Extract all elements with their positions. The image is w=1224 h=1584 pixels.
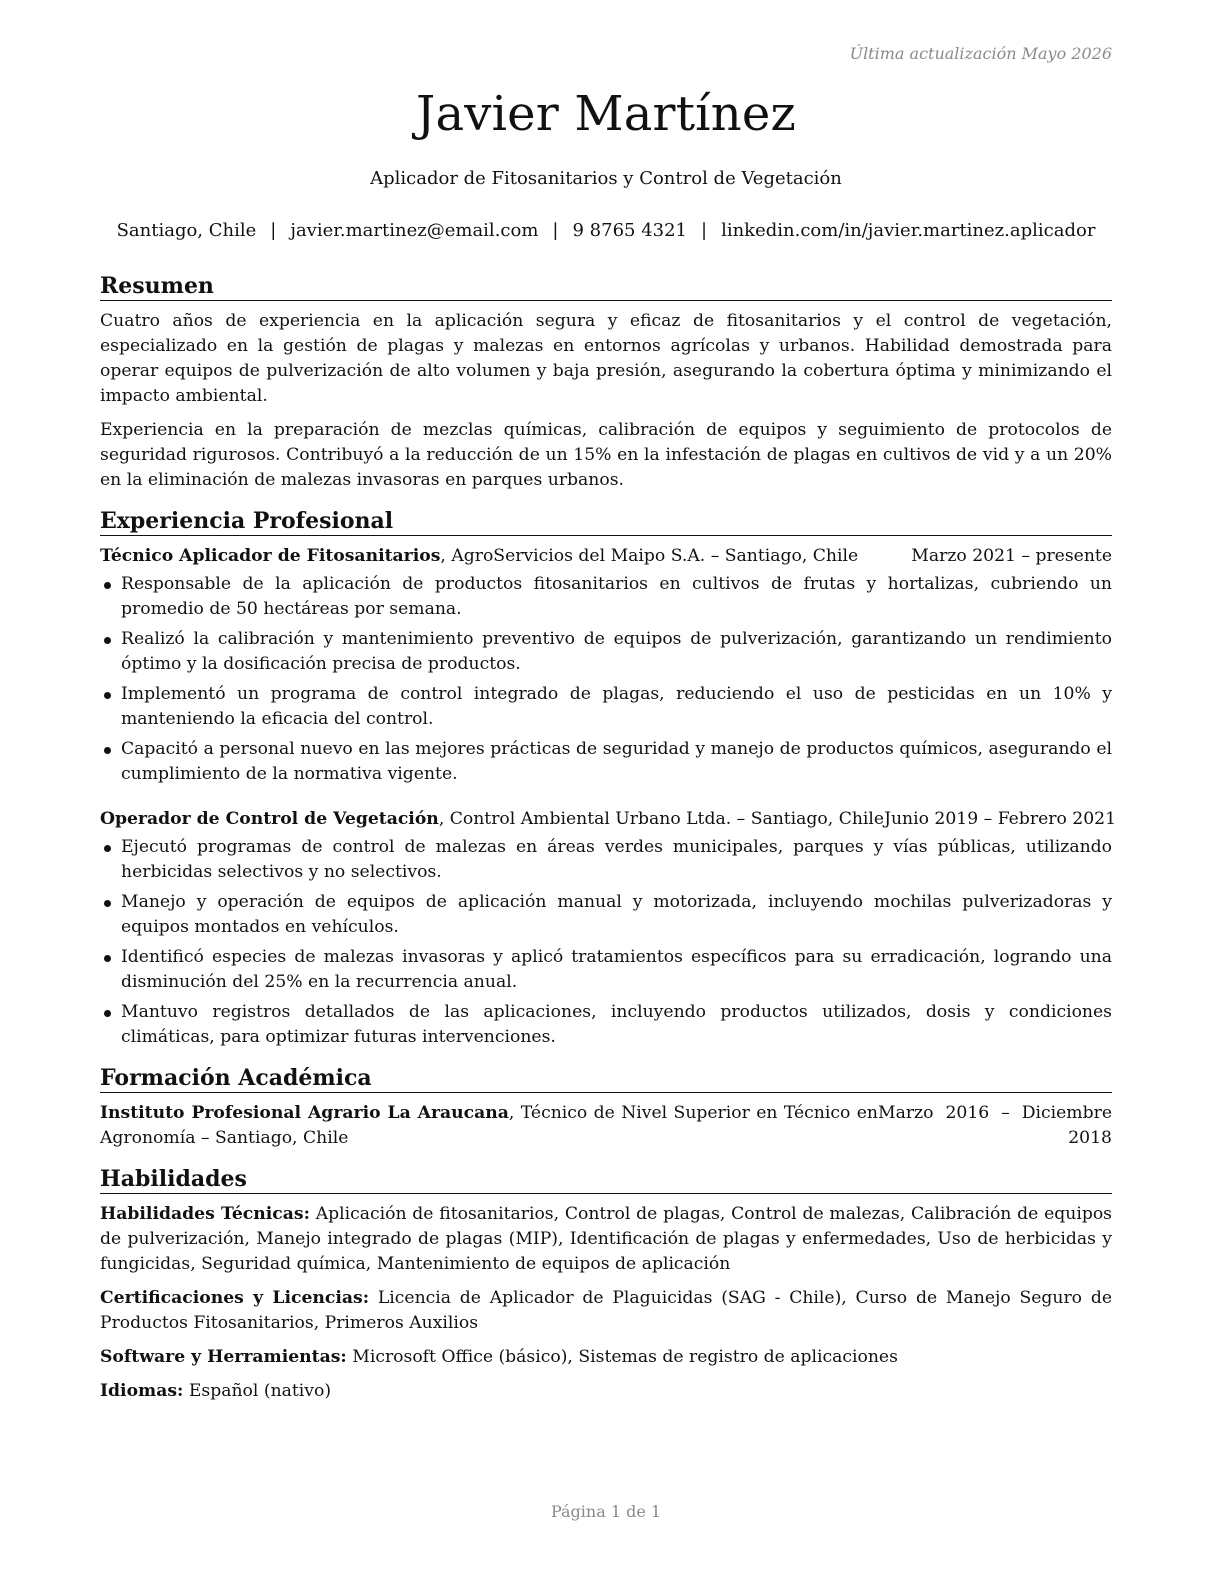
contact-linkedin[interactable]: linkedin.com/in/javier.martinez.aplicador — [721, 220, 1096, 241]
job-role: Técnico Aplicador de Fitosanitarios — [100, 546, 441, 566]
skill-value: Licencia de Aplicador de Plaguicidas (SAG - Chile), Curso de Manejo Seguro de Productos Fitosanitarios, Primeros Auxilios — [100, 1288, 1112, 1333]
section-title-skills: Habilidades — [100, 1165, 1112, 1194]
job-bullet: Realizó la calibración y mantenimiento preventivo de equipos de pulverización, garantizando un rendimiento óptimo y la dosificación precisa de productos. — [100, 627, 1112, 677]
section-title-education: Formación Académica — [100, 1064, 1112, 1093]
education-entry — [100, 1101, 1112, 1151]
job-bullet: Mantuvo registros detallados de las aplicaciones, incluyendo productos utilizados, dosis y condiciones climáticas, para optimizar futuras intervenciones. — [100, 1000, 1112, 1050]
skill-value: Español (nativo) — [183, 1381, 332, 1401]
job-bullet: Identificó especies de malezas invasoras y aplicó tratamientos específicos para su erradicación, logrando una disminución del 25% en la recurrencia anual. — [100, 945, 1112, 995]
job-bullet: Manejo y operación de equipos de aplicación manual y motorizada, incluyendo mochilas pulverizadoras y equipos montados en vehículos. — [100, 890, 1112, 940]
section-title-experience: Experiencia Profesional — [100, 507, 1112, 536]
summary-paragraph: Experiencia en la preparación de mezclas químicas, calibración de equipos y seguimiento de protocolos de seguridad rigurosos. Contribuyó a la reducción de un 15% en la infestación de plagas en cultivos de vid y a un 20% en la eliminación de malezas invasoras en parques urbanos. — [100, 420, 1112, 490]
job-title-line — [100, 544, 858, 569]
job-bullets — [100, 572, 1112, 787]
contact-location: Santiago, Chile — [116, 220, 257, 241]
skills-section — [100, 1165, 1112, 1404]
job-title-line — [100, 807, 884, 832]
skill-line — [100, 1379, 1112, 1404]
last-updated: Última actualización Mayo 2026 — [849, 44, 1112, 63]
candidate-headline: Aplicador de Fitosanitarios y Control de Vegetación — [370, 168, 842, 189]
skill-label: Certificaciones y Licencias: — [100, 1288, 370, 1308]
job-bullet: Responsable de la aplicación de productos fitosanitarios en cultivos de frutas y hortalizas, cubriendo un promedio de 50 hectáreas por semana. — [100, 572, 1112, 622]
skill-line — [100, 1286, 1112, 1336]
job-entry — [100, 544, 1112, 787]
skill-label: Habilidades Técnicas: — [100, 1204, 310, 1224]
contact-separator: | — [701, 220, 708, 241]
candidate-name: Javier Martínez — [416, 86, 796, 142]
contact-email[interactable]: javier.martinez@email.com — [290, 220, 539, 241]
job-entry — [100, 807, 1117, 1050]
job-header — [100, 807, 1117, 832]
education-institution: Instituto Profesional Agrario La Araucana — [100, 1103, 509, 1123]
contact-phone: 9 8765 4321 — [572, 220, 687, 241]
skill-line — [100, 1202, 1112, 1277]
job-bullet: Ejecutó programas de control de malezas en áreas verdes municipales, parques y vías públicas, utilizando herbicidas selectivos y no selectivos. — [100, 835, 1112, 885]
skill-value: Microsoft Office (básico), Sistemas de registro de aplicaciones — [346, 1347, 898, 1367]
section-title-summary: Resumen — [100, 272, 1112, 301]
job-bullets — [100, 835, 1112, 1050]
job-dates: Junio 2019 – Febrero 2021 — [884, 809, 1117, 829]
education-text — [100, 1101, 878, 1151]
skill-label: Software y Herramientas: — [100, 1347, 347, 1367]
summary-section — [100, 272, 1112, 493]
education-section — [100, 1064, 1112, 1151]
contact-line — [80, 220, 1132, 241]
job-company: , Control Ambiental Urbano Ltda. – Santiago, Chile — [438, 809, 885, 829]
job-company: , AgroServicios del Maipo S.A. – Santiago, Chile — [440, 546, 859, 566]
skill-line — [100, 1345, 1112, 1370]
resume-content — [100, 272, 1117, 1418]
education-dates: Marzo 2016 – Diciembre 2018 — [878, 1103, 1112, 1148]
education-detail: , Técnico de Nivel Superior en Técnico en Agronomía – Santiago, Chile — [100, 1103, 878, 1148]
skill-label: Idiomas: — [100, 1381, 184, 1401]
contact-separator: | — [270, 220, 277, 241]
job-bullet: Implementó un programa de control integrado de plagas, reduciendo el uso de pesticidas en un 10% y manteniendo la eficacia del control. — [100, 682, 1112, 732]
job-dates: Marzo 2021 – presente — [911, 546, 1112, 566]
resume-page — [100, 0, 1117, 1584]
summary-paragraph: Cuatro años de experiencia en la aplicación segura y eficaz de fitosanitarios y el control de vegetación, especializado en la gestión de plagas y malezas en entornos agrícolas y urbanos. Habilidad demostrada para operar equipos de pulverización de alto volumen y baja presión, asegurando la cobertura óptima y minimizando el impacto ambiental. — [100, 311, 1112, 406]
job-role: Operador de Control de Vegetación — [100, 809, 439, 829]
job-bullet: Capacitó a personal nuevo en las mejores prácticas de seguridad y manejo de productos químicos, asegurando el cumplimiento de la normativa vigente. — [100, 737, 1112, 787]
job-header — [100, 544, 1112, 569]
page-number: Página 1 de 1 — [550, 1502, 662, 1521]
skill-value: Aplicación de fitosanitarios, Control de plagas, Control de malezas, Calibración de equipos de pulverización, Manejo integrado de plagas (MIP), Identificación de plagas y enfermedades, Uso de herbicidas y fungicidas, Seguridad química, Mantenimiento de equipos de aplicación — [100, 1204, 1112, 1274]
experience-section — [100, 507, 1117, 1050]
contact-separator: | — [552, 220, 559, 241]
